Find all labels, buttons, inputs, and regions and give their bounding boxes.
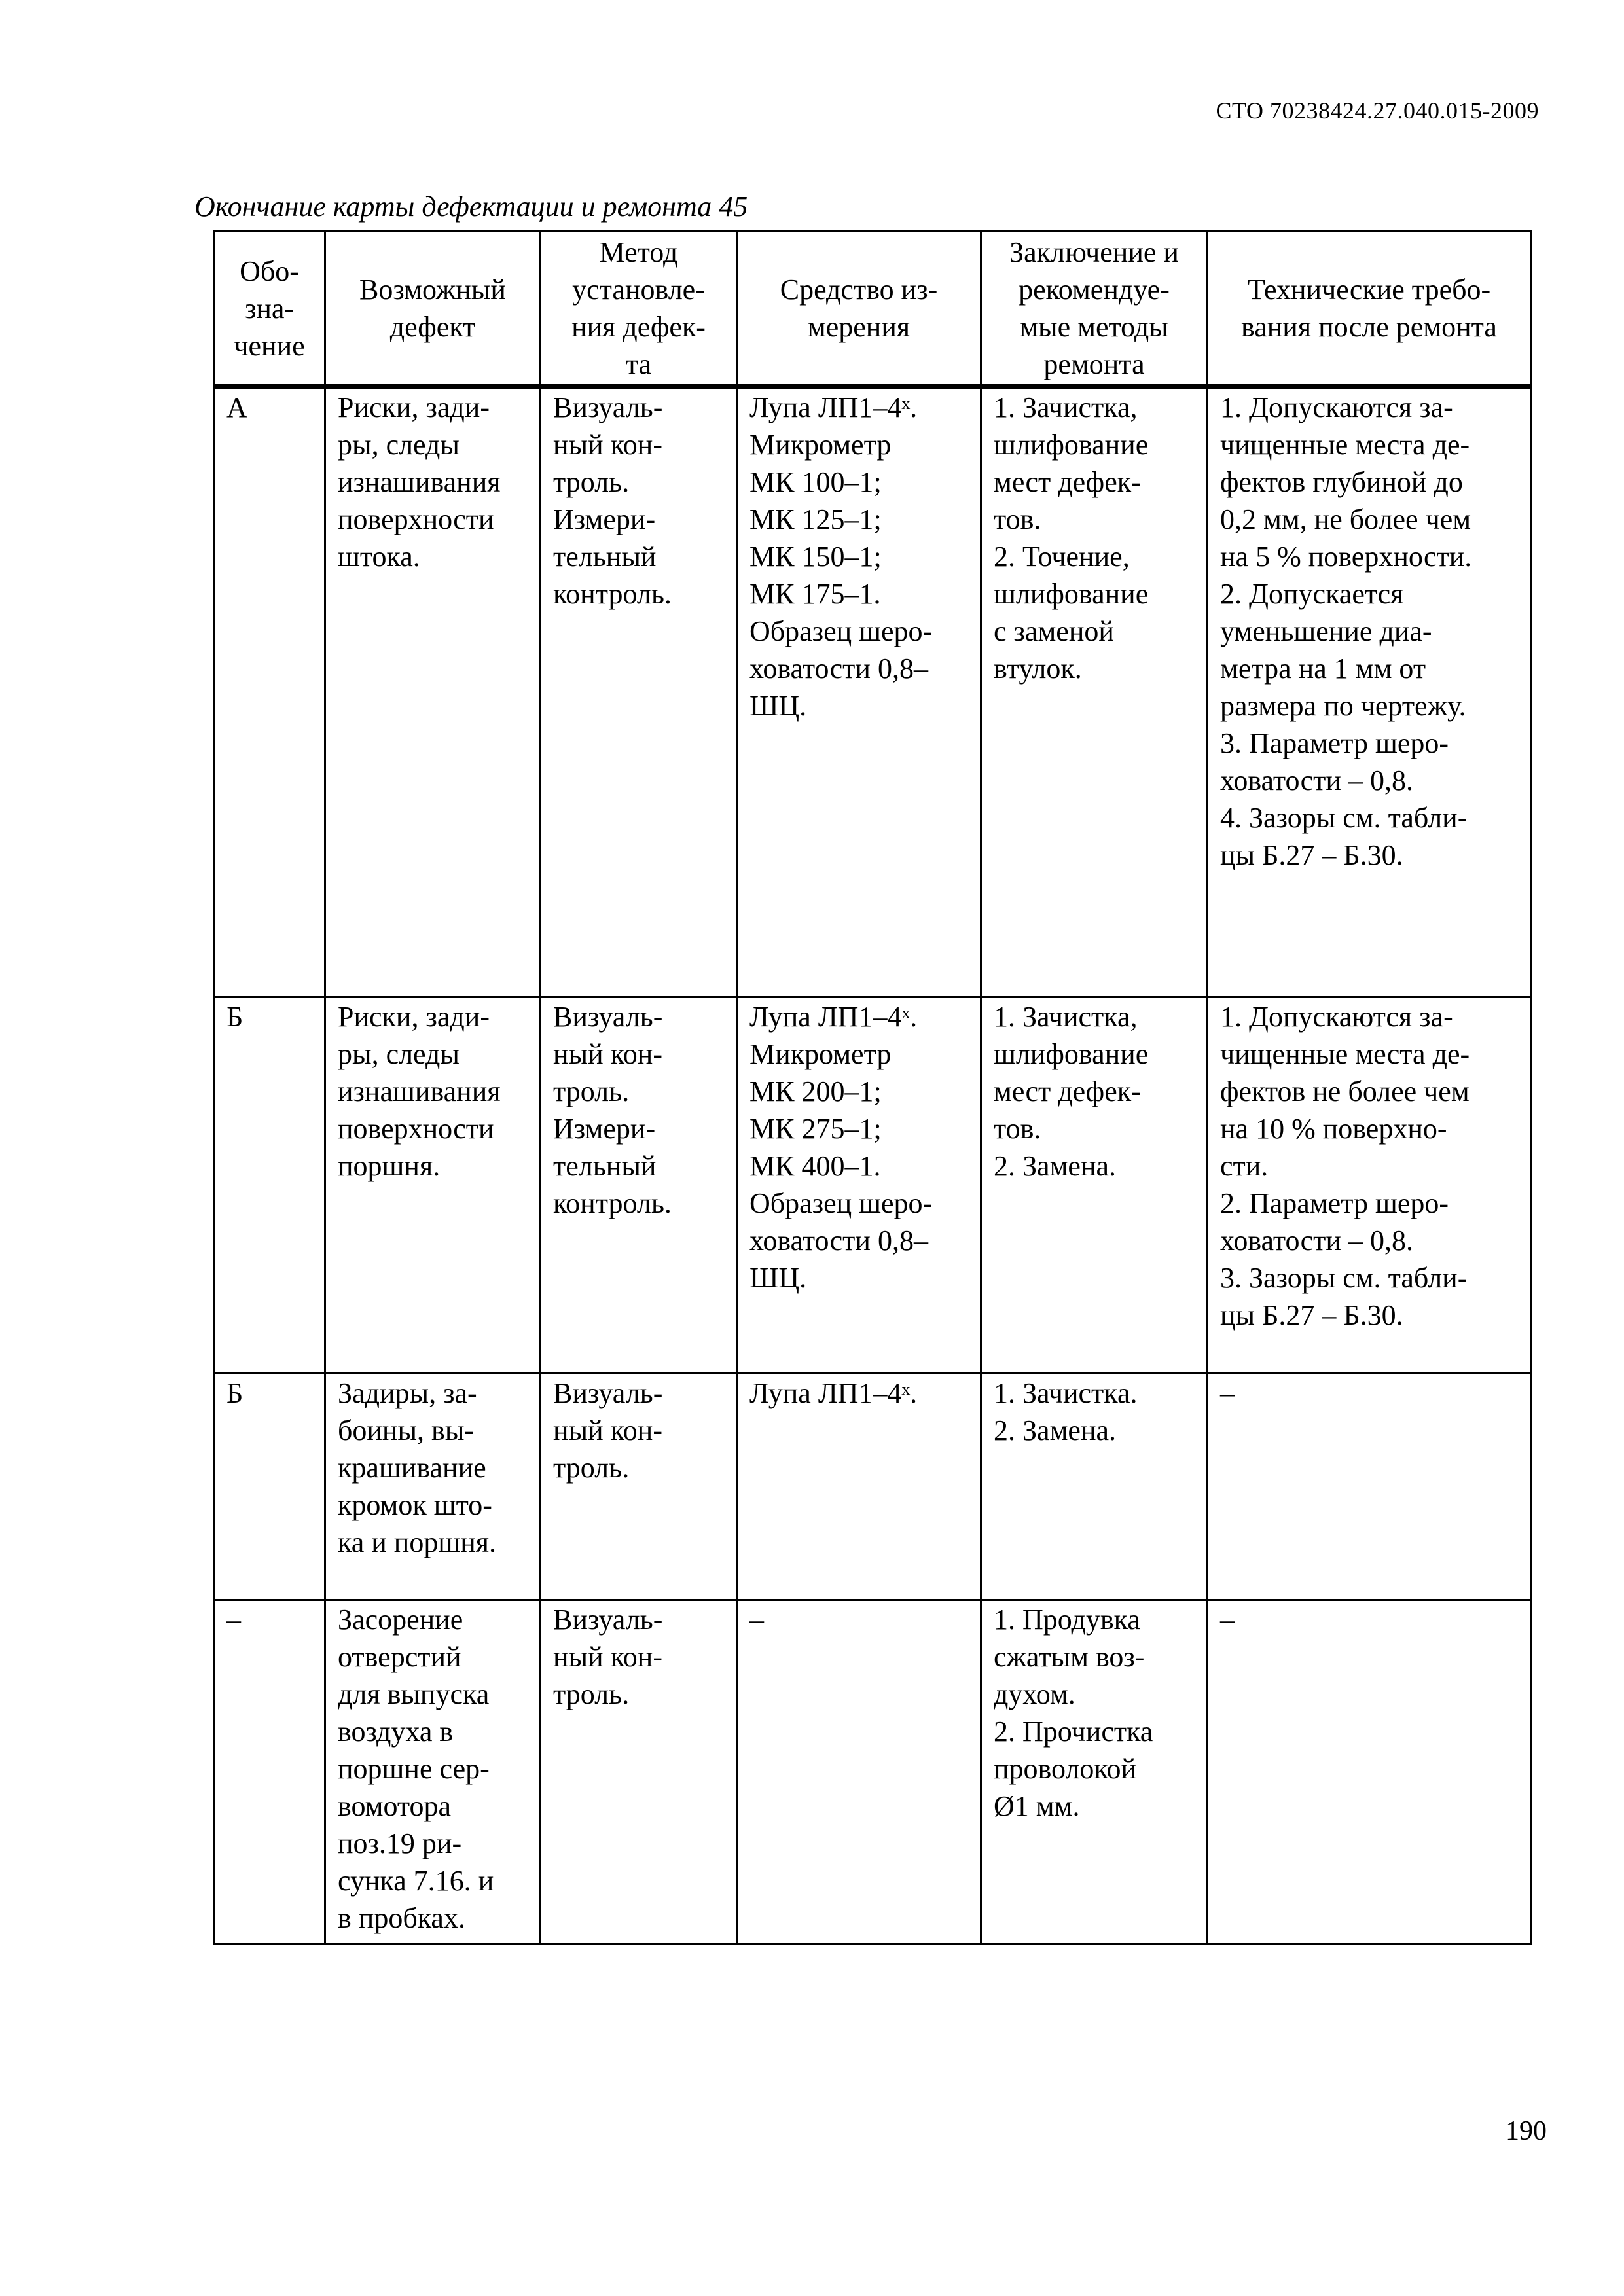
table-row <box>214 387 1531 997</box>
cell-repair: 1. Продувка сжатым воз- духом. 2. Прочистка проволокой Ø1 мм. <box>981 1600 1208 1944</box>
cell-requirements: 1. Допускаются за- чищенные места де- фектов не более чем на 10 % поверхно- сти. 2. Параметр шеро- ховатости – 0,8. 3. Зазоры см. табли- цы Б.27 – Б.30. <box>1208 997 1531 1374</box>
cell-tool: Лупа ЛП1–4ˣ. <box>737 1374 981 1600</box>
cell-repair: 1. Зачистка, шлифование мест дефек- тов. 2. Точение, шлифование с заменой втулок. <box>981 387 1208 997</box>
column-header-tool: Средство из- мерения <box>737 232 981 387</box>
defect-repair-table <box>213 230 1532 1945</box>
cell-defect: Задиры, за- боины, вы- крашивание кромок што- ка и поршня. <box>325 1374 541 1600</box>
cell-requirements: 1. Допускаются за- чищенные места де- фектов глубиной до 0,2 мм, не более чем на 5 % поверхности. 2. Допускается уменьшение диа- метра на 1 мм от размера по чертежу. 3. Параметр шеро- ховатости – 0,8. 4. Зазоры см. табли- цы Б.27 – Б.30. <box>1208 387 1531 997</box>
cell-defect: Риски, зади- ры, следы изнашивания поверхности поршня. <box>325 997 541 1374</box>
column-header-defect: Возможный дефект <box>325 232 541 387</box>
cell-method: Визуаль- ный кон- троль. <box>541 1600 737 1944</box>
cell-tool: – <box>737 1600 981 1944</box>
cell-requirements: – <box>1208 1374 1531 1600</box>
table-row <box>214 1374 1531 1600</box>
table-header-row <box>214 232 1531 387</box>
table-row <box>214 997 1531 1374</box>
cell-designation: А <box>214 387 325 997</box>
cell-tool: Лупа ЛП1–4ˣ. Микрометр МК 200–1; МК 275–1; МК 400–1. Образец шеро- ховатости 0,8– ШЦ. <box>737 997 981 1374</box>
document-code: СТО 70238424.27.040.015-2009 <box>1216 98 1539 124</box>
table-row <box>214 1600 1531 1944</box>
column-header-repair: Заключение и рекомендуе- мые методы ремонта <box>981 232 1208 387</box>
cell-tool: Лупа ЛП1–4ˣ. Микрометр МК 100–1; МК 125–1; МК 150–1; МК 175–1. Образец шеро- ховатости 0,8– ШЦ. <box>737 387 981 997</box>
cell-repair: 1. Зачистка. 2. Замена. <box>981 1374 1208 1600</box>
table-caption: Окончание карты дефектации и ремонта 45 <box>194 190 748 223</box>
cell-defect: Риски, зади- ры, следы изнашивания поверхности штока. <box>325 387 541 997</box>
cell-method: Визуаль- ный кон- троль. Измери- тельный контроль. <box>541 997 737 1374</box>
cell-defect: Засорение отверстий для выпуска воздуха в поршне сер- вомотора поз.19 ри- сунка 7.16. и в пробках. <box>325 1600 541 1944</box>
page-number: 190 <box>1506 2116 1547 2146</box>
column-header-designation: Обо- зна- чение <box>214 232 325 387</box>
cell-designation: Б <box>214 1374 325 1600</box>
cell-method: Визуаль- ный кон- троль. Измери- тельный контроль. <box>541 387 737 997</box>
column-header-requirements: Технические требо- вания после ремонта <box>1208 232 1531 387</box>
cell-method: Визуаль- ный кон- троль. <box>541 1374 737 1600</box>
column-header-method: Метод установле- ния дефек- та <box>541 232 737 387</box>
cell-repair: 1. Зачистка, шлифование мест дефек- тов. 2. Замена. <box>981 997 1208 1374</box>
cell-designation: – <box>214 1600 325 1944</box>
cell-designation: Б <box>214 997 325 1374</box>
cell-requirements: – <box>1208 1600 1531 1944</box>
